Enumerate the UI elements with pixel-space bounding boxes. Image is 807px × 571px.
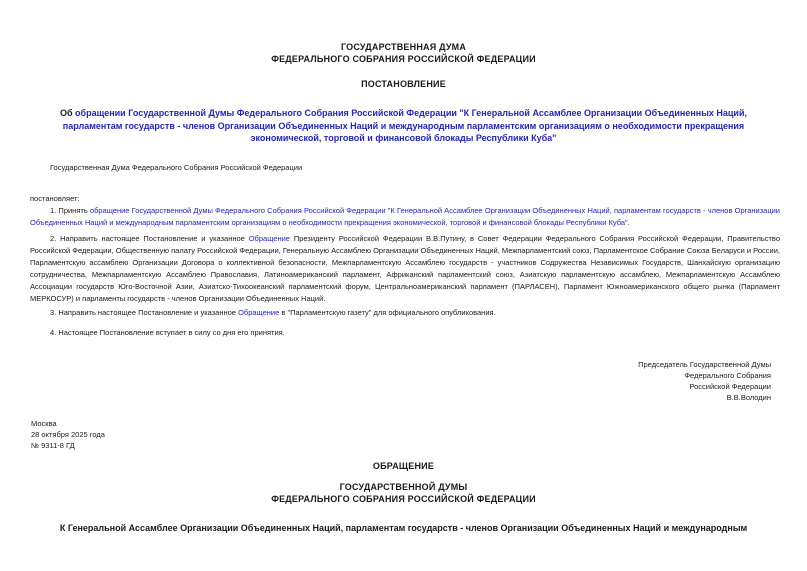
header-org-line2: ФЕДЕРАЛЬНОГО СОБРАНИЯ РОССИЙСКОЙ ФЕДЕРАЦИИ [271, 54, 536, 64]
clause-1-link[interactable]: обращение Государственной Думы Федерального Собрания Российской Федерации "К Генеральной Ассамблее Организации Объединенных Наций, парламентам государств - членов Организации Объединенных Наций и международным парламентским организациям о необходимости прекращения экономической, торговой и финансовой блокады Республики Куба" [30, 206, 780, 227]
issue-city: Москва [31, 419, 57, 428]
appeal-addressee: К Генеральной Ассамблее Организации Объединенных Наций, парламентам государств - членов Организации Объединенных Наций и международным [59, 523, 748, 533]
appeal-org-line2: ФЕДЕРАЛЬНОГО СОБРАНИЯ РОССИЙСКОЙ ФЕДЕРАЦИИ [271, 494, 536, 504]
appeal-org-line1: ГОСУДАРСТВЕННОЙ ДУМЫ [339, 482, 468, 492]
issue-date: 28 октября 2025 года [31, 430, 105, 439]
clause-3-link[interactable]: Обращение [238, 308, 280, 317]
issue-block [31, 418, 105, 451]
document-title [37, 107, 770, 145]
clause-1 [30, 205, 780, 228]
clause-4: 4. Настоящее Постановление вступает в силу со дня его принятия. [50, 328, 285, 337]
title-prefix: Об [59, 108, 76, 118]
signature-position-line3: Российской Федерации [689, 382, 771, 391]
clause-2-text: 2. Направить настоящее Постановление и указанное [50, 234, 249, 243]
issue-number: № 9311-8 ГД [31, 441, 75, 450]
clause-3-suffix: в "Парламентскую газету" для официального опубликования. [279, 308, 496, 317]
signature-block [400, 359, 771, 403]
clause-3 [30, 307, 780, 319]
resolves-clause: постановляет: [30, 194, 80, 203]
title-link[interactable]: обращении Государственной Думы Федерального Собрания Российской Федерации "К Генеральной Ассамблее Организации Объединенных Наций, парламентам государств - членов Организации Объединенных Наций и международным парламентским организациям о необходимости прекращения экономической, торговой и финансовой блокады Республики Куба" [62, 108, 747, 143]
clause-1-suffix: . [627, 217, 630, 227]
appeal-heading: ОБРАЩЕНИЕ [372, 461, 435, 471]
clause-3-text: 3. Направить настоящее Постановление и указанное [50, 308, 239, 317]
appeal-org [0, 481, 807, 505]
clause-2-link[interactable]: Обращение [248, 234, 290, 243]
clause-2 [30, 233, 780, 305]
clause-2-suffix: Президенту Российской Федерации В.В.Путину, в Совет Федерации Федерального Собрания Российской Федерации, Правительство Российской Федерации, Общественную палату Российской Федерации, Генеральную Ассамблею Организации Объединенных Наций, Межпарламентский союз, Парламентское Собрание Союза Беларуси и России, Парламентскую ассамблею Организации Договора о коллективной безопасности, Межпарламентскую Ассамблею государств - участников Содружества Независимых Государств, Шанхайскую организацию сотрудничества, Межпарламентскую Ассамблею Православия, Латиноамериканский парламент, Африканский парламентский союз, Азиатскую парламентскую ассамблею, Межпарламентскую Ассамблею Ассоциации государств Юго-Восточной Азии, Азиатско-Тихоокеанский парламентский форум, Центральноамериканский парламент (ПАРЛАСЕН), Парламент Южноамериканского общего рынка (Парламент МЕРКОСУР) и парламенты государств - членов Организации Объединенных Наций. [30, 234, 780, 303]
header-org-line1: ГОСУДАРСТВЕННАЯ ДУМА [340, 42, 467, 52]
clause-1-text: 1. Принять [50, 206, 90, 215]
signature-position-line2: Федерального Собрания [684, 371, 771, 380]
signature-position-line1: Председатель Государственной Думы [638, 360, 771, 369]
doc-type-heading: ПОСТАНОВЛЕНИЕ [361, 79, 446, 89]
signature-name: В.В.Володин [726, 393, 771, 402]
preamble: Государственная Дума Федерального Собрания Российской Федерации [50, 163, 303, 172]
header-org [0, 41, 807, 65]
